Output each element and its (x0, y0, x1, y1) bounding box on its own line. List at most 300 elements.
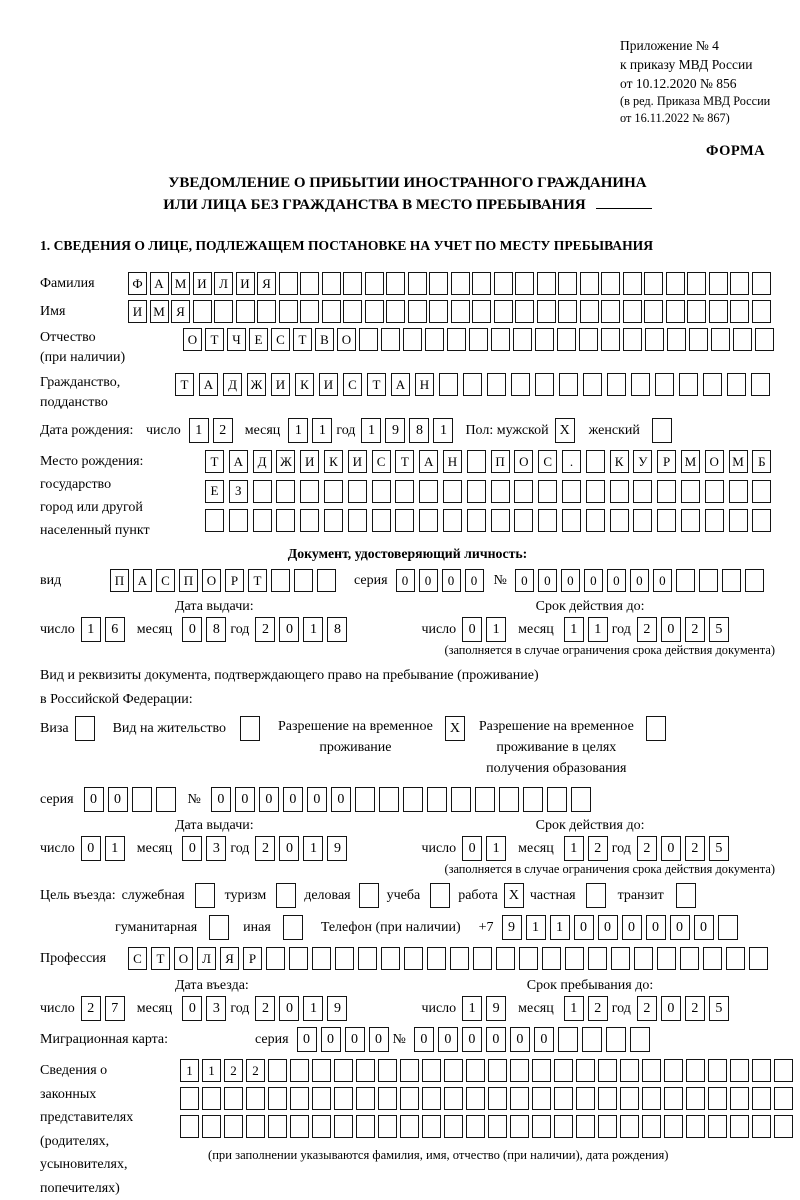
char-box[interactable] (444, 1115, 463, 1138)
char-box[interactable]: 0 (84, 787, 104, 812)
char-box[interactable]: И (319, 373, 338, 396)
char-box[interactable] (558, 272, 577, 295)
char-box[interactable]: Р (657, 450, 676, 473)
char-box[interactable] (610, 509, 629, 532)
char-box[interactable] (224, 1115, 243, 1138)
char-box[interactable] (253, 509, 272, 532)
char-box[interactable]: 0 (438, 1027, 458, 1052)
char-box[interactable] (447, 328, 466, 351)
char-box[interactable] (514, 509, 533, 532)
char-box[interactable]: Л (197, 947, 216, 970)
char-box[interactable]: Д (253, 450, 272, 473)
char-box[interactable]: 9 (502, 915, 522, 940)
char-box[interactable]: 1 (303, 617, 323, 642)
char-box[interactable] (359, 328, 378, 351)
char-box[interactable]: 9 (486, 996, 506, 1021)
char-box[interactable] (752, 1059, 771, 1082)
char-box[interactable]: О (514, 450, 533, 473)
char-box[interactable] (586, 509, 605, 532)
char-box[interactable]: Е (205, 480, 224, 503)
char-box[interactable]: Ф (128, 272, 147, 295)
char-box[interactable] (193, 300, 212, 323)
char-box[interactable] (755, 328, 774, 351)
char-box[interactable] (279, 272, 298, 295)
char-box[interactable]: Н (443, 450, 462, 473)
char-box[interactable]: 9 (385, 418, 405, 443)
char-box[interactable]: X (504, 883, 524, 908)
char-box[interactable]: 0 (182, 996, 202, 1021)
char-box[interactable] (554, 1115, 573, 1138)
char-box[interactable] (730, 1059, 749, 1082)
char-box[interactable] (633, 480, 652, 503)
char-box[interactable] (510, 1087, 529, 1110)
char-box[interactable] (510, 1059, 529, 1082)
char-box[interactable] (751, 373, 770, 396)
char-box[interactable]: И (236, 272, 255, 295)
char-box[interactable] (749, 947, 768, 970)
char-box[interactable] (300, 480, 319, 503)
char-box[interactable]: И (193, 272, 212, 295)
char-box[interactable] (582, 1027, 602, 1052)
char-box[interactable]: 7 (105, 996, 125, 1021)
char-box[interactable]: Т (367, 373, 386, 396)
char-box[interactable] (681, 509, 700, 532)
char-box[interactable] (466, 1087, 485, 1110)
char-box[interactable] (444, 1087, 463, 1110)
char-box[interactable]: 1 (202, 1059, 221, 1082)
char-box[interactable] (729, 480, 748, 503)
char-box[interactable]: А (391, 373, 410, 396)
char-box[interactable] (730, 300, 749, 323)
char-box[interactable] (579, 328, 598, 351)
char-box[interactable] (730, 1115, 749, 1138)
char-box[interactable]: 1 (105, 836, 125, 861)
char-box[interactable] (322, 272, 341, 295)
char-box[interactable] (730, 1087, 749, 1110)
char-box[interactable]: М (729, 450, 748, 473)
char-box[interactable] (240, 716, 260, 741)
char-box[interactable] (733, 328, 752, 351)
char-box[interactable] (752, 1087, 771, 1110)
char-box[interactable] (705, 509, 724, 532)
char-box[interactable]: М (171, 272, 190, 295)
char-box[interactable] (774, 1115, 793, 1138)
char-box[interactable] (312, 1115, 331, 1138)
char-box[interactable] (487, 373, 506, 396)
char-box[interactable]: 0 (462, 617, 482, 642)
char-box[interactable] (205, 509, 224, 532)
char-box[interactable]: Т (151, 947, 170, 970)
char-box[interactable] (774, 1059, 793, 1082)
char-box[interactable]: 6 (105, 617, 125, 642)
char-box[interactable] (300, 272, 319, 295)
char-box[interactable]: 1 (564, 617, 584, 642)
char-box[interactable] (180, 1087, 199, 1110)
char-box[interactable] (576, 1115, 595, 1138)
char-box[interactable]: Е (249, 328, 268, 351)
char-box[interactable] (598, 1115, 617, 1138)
char-box[interactable] (699, 569, 718, 592)
char-box[interactable]: В (315, 328, 334, 351)
char-box[interactable] (537, 272, 556, 295)
char-box[interactable]: К (610, 450, 629, 473)
char-box[interactable] (606, 1027, 626, 1052)
char-box[interactable] (646, 716, 666, 741)
char-box[interactable]: 8 (206, 617, 226, 642)
char-box[interactable]: С (372, 450, 391, 473)
char-box[interactable] (705, 480, 724, 503)
char-box[interactable]: 9 (327, 996, 347, 1021)
char-box[interactable]: Т (293, 328, 312, 351)
char-box[interactable]: 2 (255, 996, 275, 1021)
char-box[interactable] (601, 272, 620, 295)
char-box[interactable] (132, 787, 152, 812)
char-box[interactable] (730, 272, 749, 295)
char-box[interactable]: 0 (607, 569, 626, 592)
char-box[interactable]: 0 (396, 569, 415, 592)
char-box[interactable] (276, 509, 295, 532)
char-box[interactable] (75, 716, 95, 741)
char-box[interactable]: Б (752, 450, 771, 473)
char-box[interactable]: 0 (442, 569, 461, 592)
char-box[interactable] (535, 328, 554, 351)
char-box[interactable] (469, 328, 488, 351)
char-box[interactable] (557, 328, 576, 351)
char-box[interactable]: 1 (180, 1059, 199, 1082)
char-box[interactable] (312, 1059, 331, 1082)
char-box[interactable] (343, 272, 362, 295)
char-box[interactable]: 0 (534, 1027, 554, 1052)
char-box[interactable]: 1 (526, 915, 546, 940)
char-box[interactable] (229, 509, 248, 532)
char-box[interactable] (403, 328, 422, 351)
char-box[interactable] (774, 1087, 793, 1110)
char-box[interactable] (667, 328, 686, 351)
char-box[interactable] (463, 373, 482, 396)
char-box[interactable] (679, 373, 698, 396)
char-box[interactable]: Н (415, 373, 434, 396)
char-box[interactable] (598, 1087, 617, 1110)
char-box[interactable]: О (183, 328, 202, 351)
char-box[interactable] (586, 480, 605, 503)
char-box[interactable]: 1 (433, 418, 453, 443)
char-box[interactable]: 0 (108, 787, 128, 812)
char-box[interactable] (466, 1059, 485, 1082)
char-box[interactable] (472, 272, 491, 295)
char-box[interactable] (601, 300, 620, 323)
char-box[interactable] (681, 480, 700, 503)
char-box[interactable]: 0 (211, 787, 231, 812)
char-box[interactable] (195, 883, 215, 908)
char-box[interactable]: О (202, 569, 221, 592)
char-box[interactable] (623, 300, 642, 323)
char-box[interactable]: Я (220, 947, 239, 970)
char-box[interactable] (378, 1087, 397, 1110)
char-box[interactable] (601, 328, 620, 351)
char-box[interactable] (752, 509, 771, 532)
char-box[interactable]: 1 (588, 617, 608, 642)
char-box[interactable] (576, 1087, 595, 1110)
char-box[interactable] (443, 509, 462, 532)
char-box[interactable] (580, 272, 599, 295)
char-box[interactable]: 0 (345, 1027, 365, 1052)
char-box[interactable] (355, 787, 375, 812)
char-box[interactable]: Т (205, 450, 224, 473)
char-box[interactable] (752, 300, 771, 323)
char-box[interactable] (686, 1059, 705, 1082)
char-box[interactable] (513, 328, 532, 351)
char-box[interactable] (547, 787, 567, 812)
char-box[interactable]: 2 (224, 1059, 243, 1082)
char-box[interactable] (451, 272, 470, 295)
char-box[interactable] (666, 300, 685, 323)
char-box[interactable] (268, 1115, 287, 1138)
char-box[interactable]: 1 (312, 418, 332, 443)
char-box[interactable]: А (150, 272, 169, 295)
char-box[interactable]: О (337, 328, 356, 351)
char-box[interactable] (372, 480, 391, 503)
char-box[interactable] (554, 1059, 573, 1082)
char-box[interactable] (289, 947, 308, 970)
char-box[interactable] (378, 1059, 397, 1082)
char-box[interactable] (642, 1115, 661, 1138)
char-box[interactable]: X (555, 418, 575, 443)
char-box[interactable]: 5 (709, 617, 729, 642)
char-box[interactable]: 0 (259, 787, 279, 812)
char-box[interactable]: 0 (297, 1027, 317, 1052)
char-box[interactable] (268, 1087, 287, 1110)
char-box[interactable]: 0 (574, 915, 594, 940)
char-box[interactable] (535, 373, 554, 396)
char-box[interactable]: А (199, 373, 218, 396)
char-box[interactable] (400, 1087, 419, 1110)
char-box[interactable] (395, 509, 414, 532)
char-box[interactable] (422, 1059, 441, 1082)
char-box[interactable] (491, 480, 510, 503)
char-box[interactable] (451, 787, 471, 812)
char-box[interactable]: 2 (81, 996, 101, 1021)
char-box[interactable]: И (348, 450, 367, 473)
char-box[interactable] (652, 418, 672, 443)
char-box[interactable] (542, 947, 561, 970)
char-box[interactable]: 3 (206, 996, 226, 1021)
char-box[interactable] (610, 480, 629, 503)
char-box[interactable]: 0 (538, 569, 557, 592)
char-box[interactable]: 2 (255, 617, 275, 642)
char-box[interactable]: 0 (414, 1027, 434, 1052)
char-box[interactable] (680, 947, 699, 970)
char-box[interactable] (562, 480, 581, 503)
char-box[interactable] (334, 1087, 353, 1110)
char-box[interactable] (689, 328, 708, 351)
char-box[interactable]: 0 (630, 569, 649, 592)
char-box[interactable] (559, 373, 578, 396)
char-box[interactable]: 2 (637, 617, 657, 642)
char-box[interactable]: К (295, 373, 314, 396)
char-box[interactable] (425, 328, 444, 351)
char-box[interactable] (532, 1059, 551, 1082)
char-box[interactable]: 0 (661, 996, 681, 1021)
char-box[interactable] (644, 272, 663, 295)
char-box[interactable] (444, 1059, 463, 1082)
char-box[interactable] (324, 480, 343, 503)
char-box[interactable] (429, 272, 448, 295)
char-box[interactable] (156, 787, 176, 812)
char-box[interactable] (708, 1087, 727, 1110)
char-box[interactable] (467, 480, 486, 503)
char-box[interactable] (488, 1087, 507, 1110)
char-box[interactable] (657, 947, 676, 970)
char-box[interactable]: 0 (182, 617, 202, 642)
char-box[interactable] (279, 300, 298, 323)
char-box[interactable] (494, 272, 513, 295)
char-box[interactable] (554, 1087, 573, 1110)
char-box[interactable] (386, 272, 405, 295)
char-box[interactable]: 0 (510, 1027, 530, 1052)
char-box[interactable] (427, 947, 446, 970)
char-box[interactable] (494, 300, 513, 323)
char-box[interactable]: С (538, 450, 557, 473)
char-box[interactable]: 0 (307, 787, 327, 812)
char-box[interactable] (537, 300, 556, 323)
char-box[interactable] (290, 1115, 309, 1138)
char-box[interactable] (598, 1059, 617, 1082)
char-box[interactable] (711, 328, 730, 351)
char-box[interactable]: К (324, 450, 343, 473)
char-box[interactable] (687, 272, 706, 295)
char-box[interactable]: 8 (327, 617, 347, 642)
char-box[interactable] (576, 1059, 595, 1082)
char-box[interactable] (655, 373, 674, 396)
char-box[interactable]: 0 (462, 836, 482, 861)
char-box[interactable]: П (491, 450, 510, 473)
char-box[interactable] (419, 480, 438, 503)
char-box[interactable] (334, 1059, 353, 1082)
char-box[interactable]: С (156, 569, 175, 592)
char-box[interactable] (752, 272, 771, 295)
char-box[interactable] (491, 328, 510, 351)
char-box[interactable] (257, 300, 276, 323)
char-box[interactable] (290, 1087, 309, 1110)
char-box[interactable] (588, 947, 607, 970)
char-box[interactable] (365, 272, 384, 295)
char-box[interactable] (472, 300, 491, 323)
char-box[interactable]: 0 (465, 569, 484, 592)
char-box[interactable]: 0 (661, 836, 681, 861)
char-box[interactable]: 0 (584, 569, 603, 592)
char-box[interactable] (271, 569, 290, 592)
char-box[interactable] (343, 300, 362, 323)
char-box[interactable] (676, 569, 695, 592)
char-box[interactable] (644, 300, 663, 323)
char-box[interactable] (664, 1059, 683, 1082)
char-box[interactable] (365, 300, 384, 323)
char-box[interactable] (491, 509, 510, 532)
char-box[interactable] (419, 509, 438, 532)
char-box[interactable]: П (179, 569, 198, 592)
char-box[interactable] (645, 328, 664, 351)
char-box[interactable] (562, 509, 581, 532)
char-box[interactable]: Л (214, 272, 233, 295)
char-box[interactable]: 2 (213, 418, 233, 443)
char-box[interactable]: Д (223, 373, 242, 396)
char-box[interactable] (400, 1115, 419, 1138)
char-box[interactable] (475, 787, 495, 812)
char-box[interactable] (532, 1087, 551, 1110)
char-box[interactable]: . (562, 450, 581, 473)
char-box[interactable]: 2 (685, 617, 705, 642)
char-box[interactable]: 2 (588, 996, 608, 1021)
char-box[interactable] (422, 1115, 441, 1138)
char-box[interactable]: И (300, 450, 319, 473)
char-box[interactable] (180, 1115, 199, 1138)
char-box[interactable]: А (229, 450, 248, 473)
char-box[interactable]: 0 (694, 915, 714, 940)
char-box[interactable] (236, 300, 255, 323)
char-box[interactable]: З (229, 480, 248, 503)
char-box[interactable] (708, 1115, 727, 1138)
char-box[interactable]: А (133, 569, 152, 592)
char-box[interactable]: 5 (709, 836, 729, 861)
char-box[interactable]: 0 (279, 996, 299, 1021)
char-box[interactable] (727, 373, 746, 396)
char-box[interactable] (488, 1115, 507, 1138)
char-box[interactable]: 8 (409, 418, 429, 443)
char-box[interactable] (586, 450, 605, 473)
char-box[interactable]: 1 (486, 617, 506, 642)
char-box[interactable] (379, 787, 399, 812)
char-box[interactable] (422, 1087, 441, 1110)
char-box[interactable] (312, 947, 331, 970)
char-box[interactable] (312, 1087, 331, 1110)
char-box[interactable] (558, 1027, 578, 1052)
char-box[interactable]: 1 (462, 996, 482, 1021)
char-box[interactable] (687, 300, 706, 323)
char-box[interactable] (467, 450, 486, 473)
char-box[interactable] (664, 1087, 683, 1110)
char-box[interactable]: Ж (247, 373, 266, 396)
char-box[interactable] (496, 947, 515, 970)
char-box[interactable] (202, 1087, 221, 1110)
char-box[interactable] (633, 509, 652, 532)
char-box[interactable] (358, 947, 377, 970)
char-box[interactable] (538, 480, 557, 503)
char-box[interactable] (356, 1087, 375, 1110)
char-box[interactable] (634, 947, 653, 970)
char-box[interactable]: П (110, 569, 129, 592)
char-box[interactable]: С (271, 328, 290, 351)
char-box[interactable] (467, 509, 486, 532)
char-box[interactable]: И (271, 373, 290, 396)
char-box[interactable] (276, 883, 296, 908)
char-box[interactable] (558, 300, 577, 323)
char-box[interactable] (356, 1115, 375, 1138)
char-box[interactable] (408, 300, 427, 323)
char-box[interactable]: 2 (246, 1059, 265, 1082)
char-box[interactable] (686, 1115, 705, 1138)
char-box[interactable] (523, 787, 543, 812)
char-box[interactable] (642, 1087, 661, 1110)
char-box[interactable]: 2 (685, 836, 705, 861)
char-box[interactable] (395, 480, 414, 503)
char-box[interactable] (348, 480, 367, 503)
char-box[interactable]: 1 (550, 915, 570, 940)
char-box[interactable]: Я (257, 272, 276, 295)
char-box[interactable]: 1 (564, 836, 584, 861)
char-box[interactable] (317, 569, 336, 592)
char-box[interactable] (703, 947, 722, 970)
char-box[interactable] (246, 1087, 265, 1110)
